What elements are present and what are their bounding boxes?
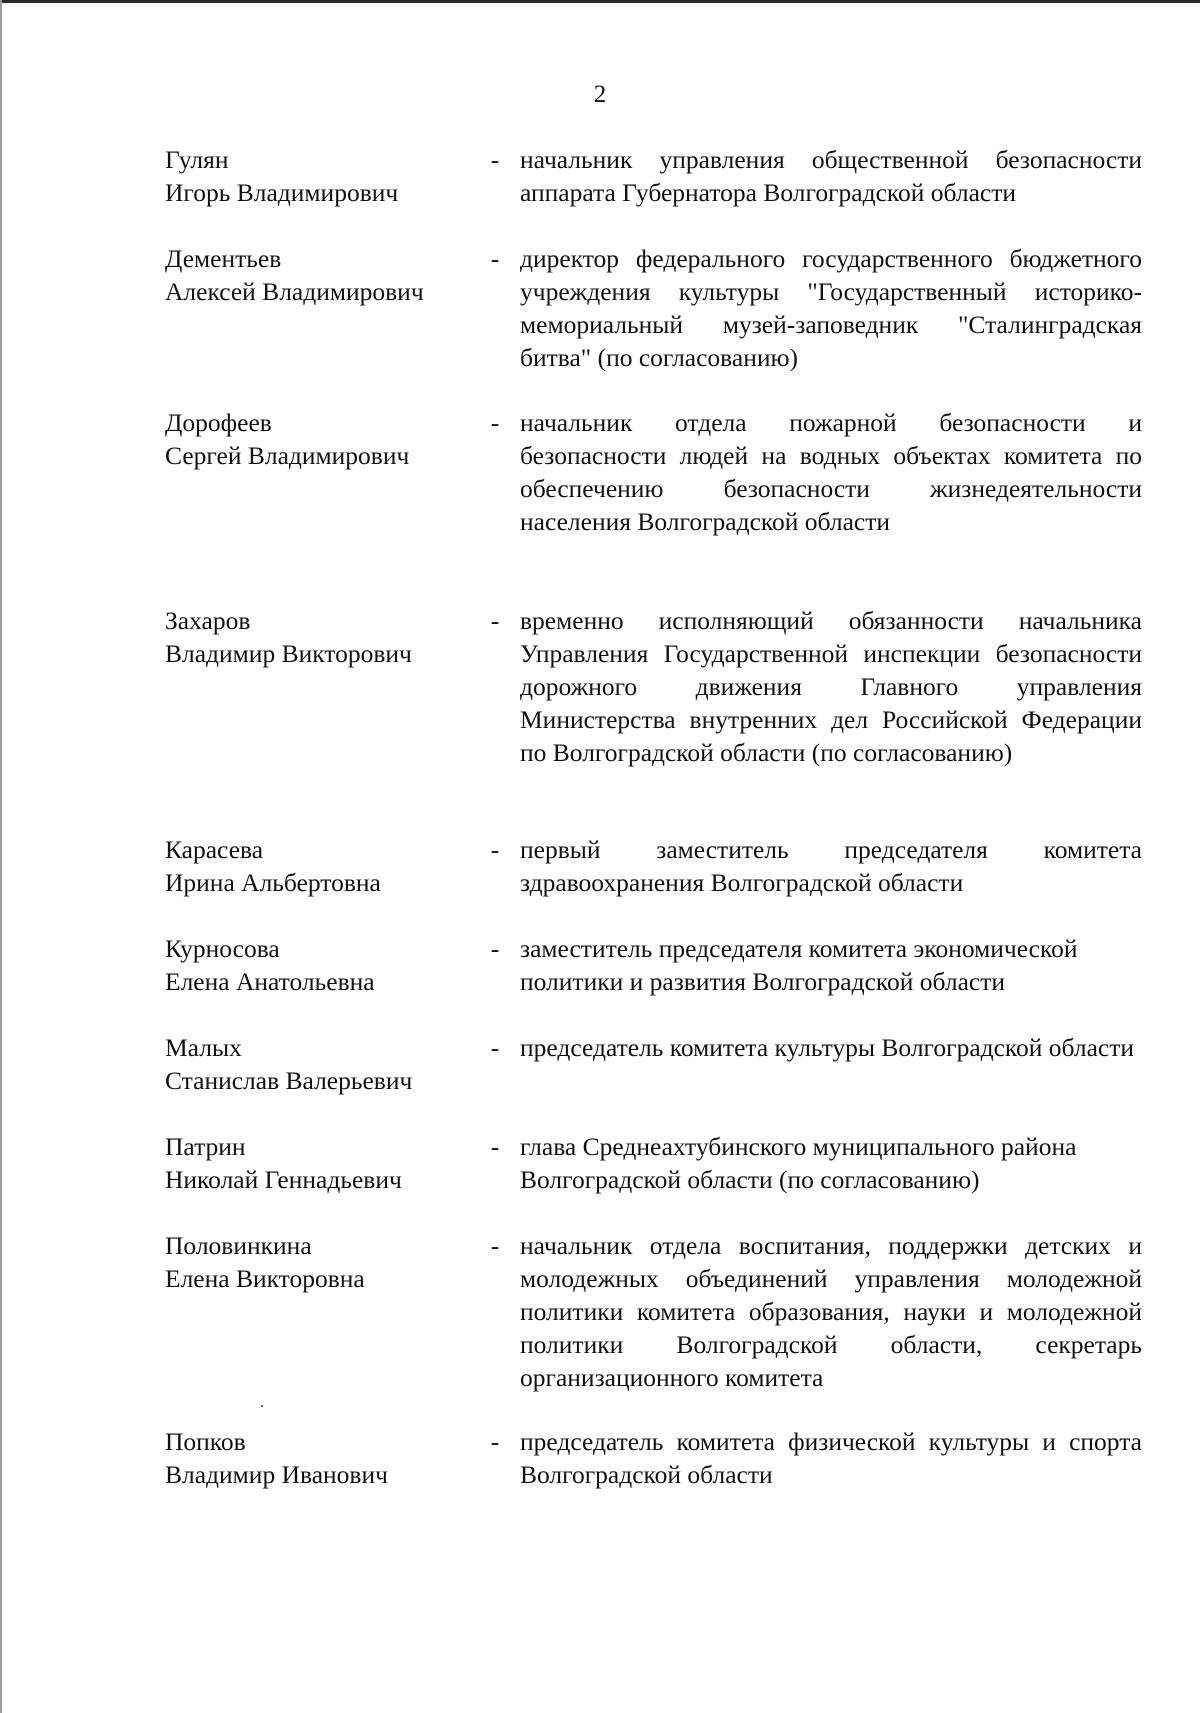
member-position: начальник отдела пожарной безопасности и безопасности людей на водных объектах комитета по обеспечению безопасности жизнедеятельности населения Волгоградской области [520, 408, 1142, 536]
separator-dash: - [490, 1132, 500, 1161]
member-given-name: Игорь Владимирович [165, 178, 399, 207]
member-position: начальник управления общественной безопасности аппарата Губернатора Волгоградской области [520, 145, 1142, 207]
member-position: заместитель председателя комитета экономической политики и развития Волгоградской области [520, 934, 1078, 996]
separator-dash: - [490, 606, 500, 635]
member-surname: Попков [165, 1427, 246, 1456]
member-name [165, 406, 465, 472]
member-given-name: Елена Анатольевна [165, 967, 375, 996]
member-given-name: Алексей Владимирович [165, 277, 424, 306]
separator-dash: - [490, 145, 500, 174]
member-surname: Захаров [165, 606, 251, 635]
separator-dash: - [490, 244, 500, 273]
scan-speck [261, 1405, 263, 1407]
member-surname: Гулян [165, 145, 229, 174]
member-position: глава Среднеахтубинского муниципального района Волгоградской области (по согласованию) [520, 1132, 1077, 1194]
separator-dash: - [490, 1427, 500, 1456]
member-name [165, 1130, 465, 1196]
member-name [165, 833, 465, 899]
member-surname: Дементьев [165, 244, 282, 273]
member-given-name: Николай Геннадьевич [165, 1165, 402, 1194]
member-given-name: Владимир Викторович [165, 639, 412, 668]
member-position: временно исполняющий обязанности начальника Управления Государственной инспекции безопасности дорожного движения Главного управления Министерства внутренних дел Российской Федерации по Волгоградской области (по согласованию) [520, 606, 1142, 767]
member-surname: Карасева [165, 835, 264, 864]
page-number: 2 [593, 81, 607, 108]
member-name [165, 143, 465, 209]
member-position: директор федерального государственного бюджетного учреждения культуры "Государственный историко-мемориальный музей-заповедник "Сталинградская битва" (по согласованию) [520, 244, 1142, 372]
member-name [165, 242, 465, 308]
member-name [165, 932, 465, 998]
member-position: первый заместитель председателя комитета здравоохранения Волгоградской области [520, 835, 1142, 897]
member-position: начальник отдела воспитания, поддержки детских и молодежных объединений управления молодежной политики комитета образования, науки и молодежной политики Волгоградской области, секретарь организационного комитета [520, 1231, 1142, 1392]
member-surname: Патрин [165, 1132, 246, 1161]
member-position: председатель комитета физической культуры и спорта Волгоградской области [520, 1427, 1142, 1489]
member-given-name: Владимир Иванович [165, 1460, 388, 1489]
member-given-name: Ирина Альбертовна [165, 868, 381, 897]
member-name [165, 1031, 465, 1097]
member-position: председатель комитета культуры Волгоградской области [520, 1033, 1135, 1062]
separator-dash: - [490, 408, 500, 437]
separator-dash: - [490, 934, 500, 963]
separator-dash: - [490, 835, 500, 864]
member-name [165, 604, 465, 670]
member-given-name: Станислав Валерьевич [165, 1066, 413, 1095]
member-name [165, 1425, 465, 1491]
member-surname: Половинкина [165, 1231, 312, 1260]
separator-dash: - [490, 1033, 500, 1062]
member-name [165, 1229, 465, 1295]
separator-dash: - [490, 1231, 500, 1260]
member-surname: Курносова [165, 934, 280, 963]
member-given-name: Сергей Владимирович [165, 441, 410, 470]
member-surname: Дорофеев [165, 408, 272, 437]
member-surname: Малых [165, 1033, 242, 1062]
member-given-name: Елена Викторовна [165, 1264, 365, 1293]
